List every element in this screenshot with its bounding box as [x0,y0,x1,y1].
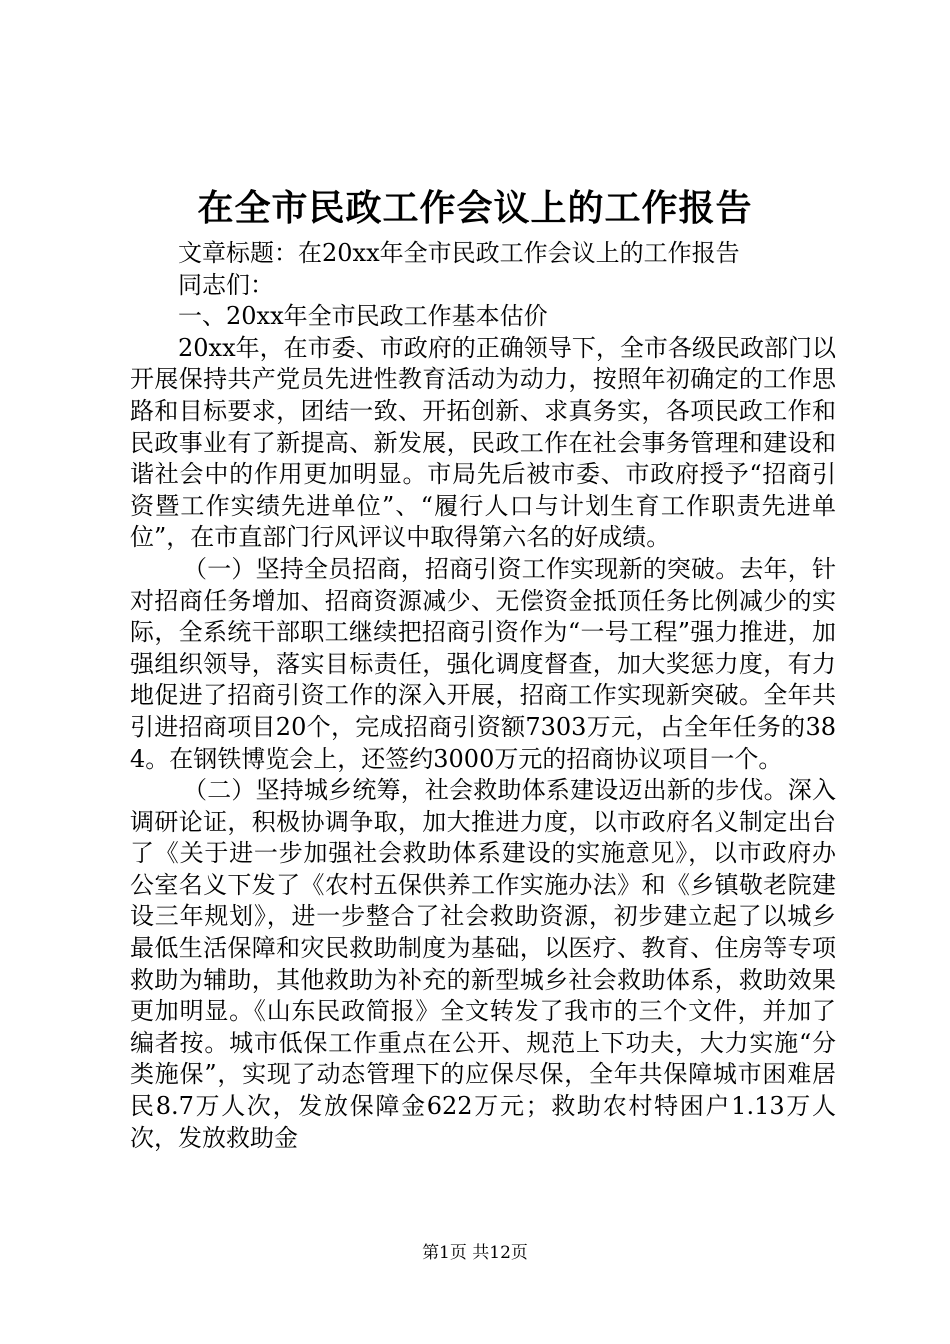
section-heading: 一、20xx年全市民政工作基本估价 [178,302,548,331]
body-paragraph: 20xx年，在市委、市政府的正确领导下，全市各级民政部门以开展保持共产党员先进性教育活动为动力，按照年初确定的工作思路和目标要求，团结一致、开拓创新、求真务实，各项民政工作和民政事业有了新提高、新发展，民政工作在社会事务管理和建设和谐社会中的作用更加明显。市局先后被市委、市政府授予“招商引资暨工作实绩先进单位”、“履行人口与计划生育工作职责先进单位”，在市直部门行风评议中取得第六名的好成绩。 [130,333,836,552]
document-title: 在全市民政工作会议上的工作报告 [197,187,753,229]
document-body [130,238,836,1154]
page-number-footer: 第1页 共12页 [422,1243,528,1263]
article-heading-line: 文章标题：在20xx年全市民政工作会议上的工作报告 [178,239,740,267]
body-paragraph: （二）坚持城乡统筹，社会救助体系建设迈出新的步伐。深入调研论证，积极协调争取，加大推进力度，以市政府名义制定出台了《关于进一步加强社会救助体系建设的实施意见》，以市政府办公室名义下发了《农村五保供养工作实施办法》和《乡镇敬老院建设三年规划》，进一步整合了社会救助资源，初步建立起了以城乡最低生活保障和灾民救助制度为基础，以医疗、教育、住房等专项救助为辅助，其他救助为补充的新型城乡社会救助体系，救助效果更加明显。《山东民政简报》全文转发了我市的三个文件，并加了编者按。城市低保工作重点在公开、规范上下功夫，大力实施“分类施保”，实现了动态管理下的应保尽保，全年共保障城市困难居民8.7万人次，发放保障金622万元；救助农村特困户1.13万人次，发放救助金 [130,776,836,1152]
salutation: 同志们： [178,270,274,299]
body-paragraph: （一）坚持全员招商，招商引资工作实现新的突破。去年，针对招商任务增加、招商资源减少、无偿资金抵顶任务比例减少的实际，全系统干部职工继续把招商引资作为“一号工程”强力推进，加强组织领导，落实目标责任，强化调度督查，加大奖惩力度，有力地促进了招商引资工作的深入开展，招商工作实现新突破。全年共引进招商项目20个，完成招商引资额7303万元，占全年任务的384。在钢铁博览会上，还签约3000万元的招商协议项目一个。 [130,554,836,773]
